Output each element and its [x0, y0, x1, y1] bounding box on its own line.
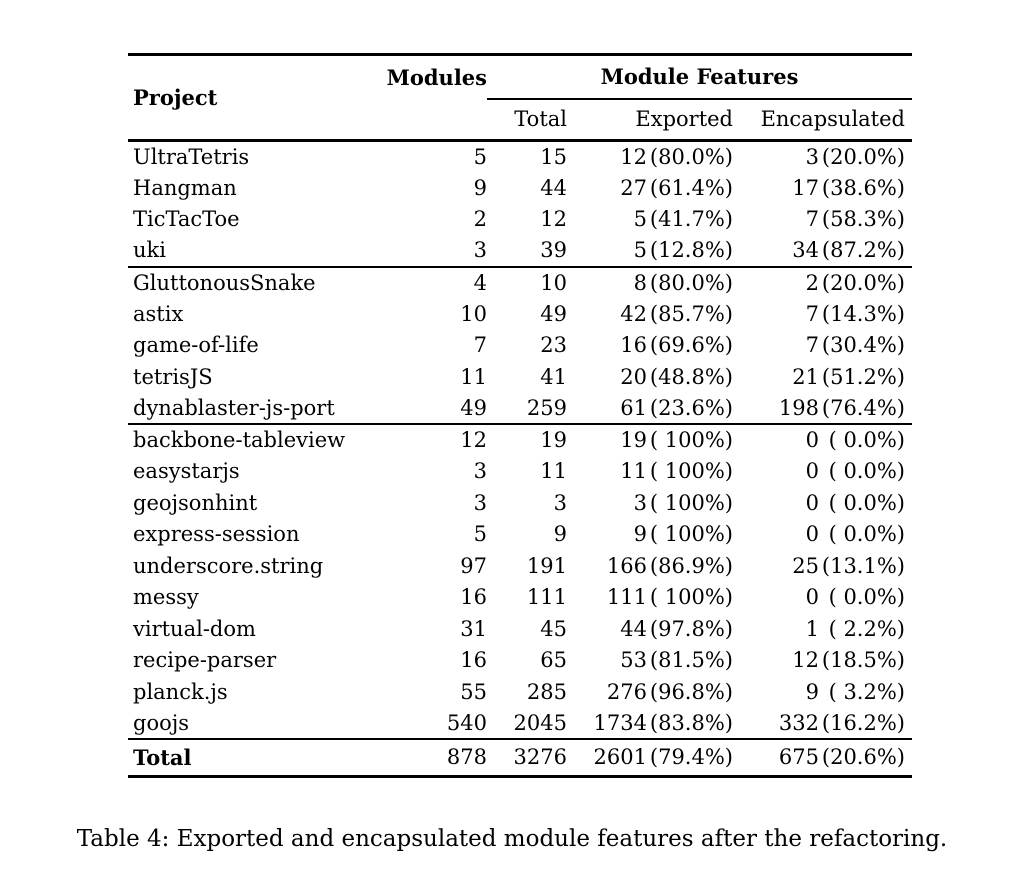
encapsulated-percent: ( 2.2%) — [828, 616, 905, 641]
total-modules-value: 878 — [446, 745, 487, 770]
project-cell: geojsonhint — [133, 490, 258, 515]
encapsulated-percent: ( 0.0%) — [828, 459, 905, 484]
total-features-cell: 23 — [540, 333, 567, 358]
exported-cell — [567, 235, 733, 267]
modules-cell: 540 — [446, 710, 487, 735]
exported-count: 9 — [633, 522, 647, 547]
exported-count: 5 — [633, 207, 647, 232]
total-features-cell: 10 — [540, 270, 567, 295]
exported-count: 111 — [606, 585, 647, 610]
exported-count: 44 — [620, 616, 647, 641]
encapsulated-percent: (87.2%) — [821, 238, 905, 263]
header-spacer — [358, 99, 487, 141]
exported-percent: (80.0%) — [649, 145, 733, 169]
exported-cell — [567, 330, 733, 362]
exported-percent: ( 100%) — [649, 585, 733, 610]
project-cell: recipe-parser — [133, 648, 277, 673]
table-row — [128, 172, 912, 204]
encapsulated-cell — [733, 141, 912, 173]
exported-cell — [567, 487, 733, 519]
project-cell: messy — [133, 585, 199, 610]
table-row — [128, 330, 912, 362]
total-features-cell: 2045 — [513, 710, 567, 735]
total-features-cell: 9 — [553, 522, 567, 547]
exported-percent: ( 100%) — [649, 522, 733, 547]
encapsulated-count: 7 — [805, 207, 819, 232]
modules-cell: 4 — [473, 270, 487, 295]
exported-percent: (81.5%) — [649, 648, 733, 673]
encapsulated-percent: (30.4%) — [821, 333, 905, 358]
exported-cell — [567, 582, 733, 614]
exported-count: 166 — [606, 553, 647, 578]
encapsulated-count: 0 — [805, 585, 819, 610]
exported-cell — [567, 361, 733, 393]
modules-cell: 16 — [460, 648, 487, 673]
table-row — [128, 613, 912, 645]
modules-cell: 5 — [473, 145, 487, 169]
project-cell: tetrisJS — [133, 364, 213, 389]
project-cell: game-of-life — [133, 333, 259, 358]
total-exported-count: 2601 — [593, 745, 647, 770]
encapsulated-count: 9 — [805, 679, 819, 704]
encapsulated-count: 0 — [805, 522, 819, 547]
exported-count: 16 — [620, 333, 647, 358]
encapsulated-cell — [733, 393, 912, 425]
total-features-cell: 285 — [526, 679, 567, 704]
modules-cell: 12 — [460, 428, 487, 453]
encapsulated-cell — [733, 676, 912, 708]
encapsulated-cell — [733, 235, 912, 267]
total-features-cell: 19 — [540, 428, 567, 453]
project-cell: easystarjs — [133, 459, 240, 484]
modules-cell: 31 — [460, 616, 487, 641]
total-features-cell: 45 — [540, 616, 567, 641]
encapsulated-cell — [733, 298, 912, 330]
exported-percent: (61.4%) — [649, 175, 733, 200]
table-row — [128, 298, 912, 330]
project-cell: uki — [133, 238, 166, 263]
exported-cell — [567, 424, 733, 456]
encapsulated-percent: (16.2%) — [821, 710, 905, 735]
project-cell: goojs — [133, 710, 190, 735]
project-cell: UltraTetris — [133, 145, 250, 169]
exported-cell — [567, 550, 733, 582]
table-row — [128, 519, 912, 551]
encapsulated-cell — [733, 361, 912, 393]
column-header-total: Total — [514, 107, 567, 132]
encapsulated-cell — [733, 267, 912, 299]
encapsulated-cell — [733, 519, 912, 551]
total-features-cell: 65 — [540, 648, 567, 673]
encapsulated-percent: (13.1%) — [821, 553, 905, 578]
total-features-cell: 49 — [540, 301, 567, 326]
project-cell: GluttonousSnake — [133, 270, 316, 295]
encapsulated-cell — [733, 550, 912, 582]
total-features-cell: 191 — [526, 553, 567, 578]
column-header-encapsulated: Encapsulated — [760, 107, 905, 132]
total-features-cell: 44 — [540, 175, 567, 200]
encapsulated-percent: (51.2%) — [821, 364, 905, 389]
exported-count: 12 — [620, 145, 647, 169]
total-features-cell: 15 — [540, 145, 567, 169]
project-cell: planck.js — [133, 679, 228, 704]
total-encapsulated-percent: (20.6%) — [821, 745, 905, 770]
exported-count: 11 — [620, 459, 647, 484]
exported-cell — [567, 393, 733, 425]
exported-count: 19 — [620, 428, 647, 453]
exported-percent: (69.6%) — [649, 333, 733, 358]
table-row — [128, 550, 912, 582]
total-features-cell: 3 — [553, 490, 567, 515]
project-cell: TicTacToe — [133, 207, 240, 232]
encapsulated-cell — [733, 424, 912, 456]
modules-cell: 3 — [473, 459, 487, 484]
exported-cell — [567, 267, 733, 299]
table-row — [128, 361, 912, 393]
exported-percent: (80.0%) — [649, 270, 733, 295]
exported-cell — [567, 645, 733, 677]
encapsulated-percent: (58.3%) — [821, 207, 905, 232]
encapsulated-percent: ( 0.0%) — [828, 522, 905, 547]
modules-cell: 97 — [460, 553, 487, 578]
project-cell: astix — [133, 301, 184, 326]
exported-percent: (83.8%) — [649, 710, 733, 735]
column-header-project: Project — [133, 85, 218, 110]
total-features-cell: 12 — [540, 207, 567, 232]
exported-cell — [567, 708, 733, 740]
exported-count: 20 — [620, 364, 647, 389]
encapsulated-percent: (14.3%) — [821, 301, 905, 326]
project-cell: dynablaster-js-port — [133, 395, 335, 420]
exported-count: 61 — [620, 395, 647, 420]
table-row — [128, 487, 912, 519]
exported-count: 3 — [633, 490, 647, 515]
encapsulated-count: 17 — [792, 175, 819, 200]
encapsulated-cell — [733, 456, 912, 488]
encapsulated-cell — [733, 613, 912, 645]
encapsulated-count: 332 — [778, 710, 819, 735]
encapsulated-percent: (76.4%) — [821, 395, 905, 420]
table-row — [128, 456, 912, 488]
exported-count: 1734 — [593, 710, 647, 735]
header-row-top — [128, 55, 912, 99]
table-row — [128, 708, 912, 740]
encapsulated-cell — [733, 172, 912, 204]
exported-cell — [567, 141, 733, 173]
total-row — [128, 739, 912, 776]
project-cell: backbone-tableview — [133, 428, 346, 453]
modules-cell: 55 — [460, 679, 487, 704]
project-cell: virtual-dom — [133, 616, 256, 641]
exported-cell — [567, 204, 733, 236]
results-table — [128, 53, 912, 778]
total-features-cell: 11 — [540, 459, 567, 484]
total-features-value: 3276 — [513, 745, 567, 770]
project-cell: Hangman — [133, 175, 237, 200]
exported-count: 8 — [633, 270, 647, 295]
modules-cell: 10 — [460, 301, 487, 326]
table-row — [128, 582, 912, 614]
encapsulated-cell — [733, 487, 912, 519]
exported-cell — [567, 298, 733, 330]
table-caption: Table 4: Exported and encapsulated module features after the refactoring. — [76, 826, 948, 852]
encapsulated-cell — [733, 645, 912, 677]
modules-cell: 9 — [473, 175, 487, 200]
encapsulated-count: 7 — [805, 301, 819, 326]
exported-cell — [567, 519, 733, 551]
encapsulated-count: 0 — [805, 490, 819, 515]
exported-percent: ( 100%) — [649, 490, 733, 515]
encapsulated-cell — [733, 204, 912, 236]
project-group-2 — [128, 267, 912, 425]
exported-cell — [567, 456, 733, 488]
modules-cell: 7 — [473, 333, 487, 358]
modules-cell: 3 — [473, 490, 487, 515]
table-row — [128, 393, 912, 425]
encapsulated-percent: ( 0.0%) — [828, 490, 905, 515]
encapsulated-count: 21 — [792, 364, 819, 389]
total-row-group — [128, 739, 912, 776]
column-header-exported: Exported — [635, 107, 733, 132]
encapsulated-count: 34 — [792, 238, 819, 263]
exported-cell — [567, 172, 733, 204]
total-features-cell: 41 — [540, 364, 567, 389]
exported-cell — [567, 613, 733, 645]
encapsulated-count: 198 — [778, 395, 819, 420]
exported-count: 53 — [620, 648, 647, 673]
encapsulated-percent: ( 3.2%) — [828, 679, 905, 704]
total-exported-cell — [567, 739, 733, 776]
encapsulated-percent: (20.0%) — [821, 270, 905, 295]
table-row — [128, 676, 912, 708]
total-encapsulated-cell — [733, 739, 912, 776]
modules-cell: 49 — [460, 395, 487, 420]
column-header-module-features: Module Features — [487, 55, 912, 99]
project-group-1 — [128, 141, 912, 267]
total-features-cell: 39 — [540, 238, 567, 263]
encapsulated-count: 0 — [805, 459, 819, 484]
modules-cell: 11 — [460, 364, 487, 389]
exported-percent: (86.9%) — [649, 553, 733, 578]
project-cell: underscore.string — [133, 553, 324, 578]
encapsulated-count: 2 — [805, 270, 819, 295]
encapsulated-count: 12 — [792, 648, 819, 673]
total-features-cell: 111 — [526, 585, 567, 610]
encapsulated-percent: (38.6%) — [821, 175, 905, 200]
exported-percent: (41.7%) — [649, 207, 733, 232]
exported-count: 42 — [620, 301, 647, 326]
modules-cell: 3 — [473, 238, 487, 263]
exported-percent: (85.7%) — [649, 301, 733, 326]
exported-cell — [567, 676, 733, 708]
encapsulated-count: 0 — [805, 428, 819, 453]
table-header — [128, 55, 912, 141]
exported-percent: ( 100%) — [649, 459, 733, 484]
exported-count: 27 — [620, 175, 647, 200]
exported-percent: (48.8%) — [649, 364, 733, 389]
total-encapsulated-count: 675 — [778, 745, 819, 770]
table-row — [128, 204, 912, 236]
exported-percent: ( 100%) — [649, 428, 733, 453]
encapsulated-count: 3 — [805, 145, 819, 169]
modules-cell: 16 — [460, 585, 487, 610]
encapsulated-percent: (20.0%) — [821, 145, 905, 169]
total-exported-percent: (79.4%) — [649, 745, 733, 770]
encapsulated-count: 1 — [805, 616, 819, 641]
project-cell: express-session — [133, 522, 300, 547]
table-row — [128, 141, 912, 173]
exported-count: 5 — [633, 238, 647, 263]
modules-cell: 2 — [473, 207, 487, 232]
encapsulated-cell — [733, 330, 912, 362]
exported-percent: (96.8%) — [649, 679, 733, 704]
table-row — [128, 645, 912, 677]
exported-count: 276 — [606, 679, 647, 704]
column-header-modules: Modules — [386, 64, 487, 90]
encapsulated-count: 7 — [805, 333, 819, 358]
project-group-3 — [128, 424, 912, 739]
encapsulated-count: 25 — [792, 553, 819, 578]
results-table-wrap — [128, 53, 912, 778]
table-row — [128, 235, 912, 267]
encapsulated-percent: ( 0.0%) — [828, 585, 905, 610]
exported-percent: (12.8%) — [649, 238, 733, 263]
encapsulated-percent: ( 0.0%) — [828, 428, 905, 453]
exported-percent: (97.8%) — [649, 616, 733, 641]
table-row — [128, 267, 912, 299]
exported-percent: (23.6%) — [649, 395, 733, 420]
encapsulated-cell — [733, 708, 912, 740]
total-features-cell: 259 — [526, 395, 567, 420]
total-label: Total — [133, 744, 192, 770]
encapsulated-percent: (18.5%) — [821, 648, 905, 673]
modules-cell: 5 — [473, 522, 487, 547]
encapsulated-cell — [733, 582, 912, 614]
table-row — [128, 424, 912, 456]
